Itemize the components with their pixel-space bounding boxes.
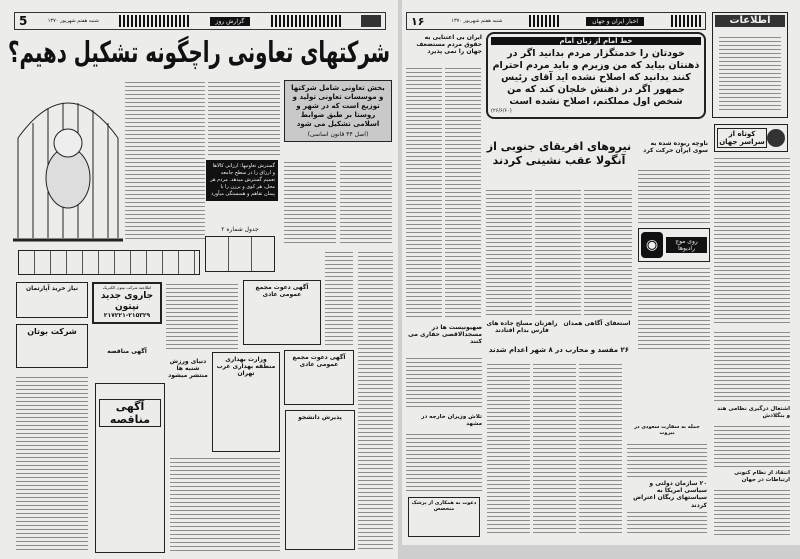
ad-title: نیاز خرید آپارتمان bbox=[25, 285, 79, 292]
date-line: شنبه هفتم شهریور ۱۳۷۰ bbox=[451, 18, 503, 24]
subheadline: انتقاد از نظام کنونی ارتباطات در جهان bbox=[734, 470, 790, 483]
data-table bbox=[205, 236, 275, 272]
ad-tender-large bbox=[95, 383, 165, 553]
right-newspaper-page bbox=[402, 0, 800, 545]
ad-tender bbox=[92, 346, 162, 357]
article-text bbox=[533, 362, 576, 535]
article-text bbox=[627, 510, 707, 536]
subheadline: ۲۰ سازمان دولتی و سیاسی امریکا به سیاستهای ریگان اعتراض کردند bbox=[633, 480, 707, 509]
imam-box-title: خط امام از زبان امام bbox=[491, 37, 701, 45]
article-text bbox=[714, 330, 790, 404]
ad-title: آگهی مناقصه bbox=[107, 348, 147, 355]
logo-icon bbox=[361, 15, 381, 27]
barcode-decoration bbox=[529, 15, 559, 27]
ad-title: جاروی جدید نپتون bbox=[100, 290, 154, 312]
article-text bbox=[584, 188, 632, 316]
notice-title: دعوت به همکاری از پزشک متخصص bbox=[411, 500, 477, 512]
barcode-decoration bbox=[119, 15, 189, 27]
data-table bbox=[18, 250, 200, 275]
article-text bbox=[166, 282, 238, 352]
subheadline: راهزنان مسلح جاده های فارس بدام افتادند bbox=[486, 320, 558, 335]
section-label: گزارش روز bbox=[210, 17, 251, 26]
article-text bbox=[340, 160, 392, 245]
article-text bbox=[486, 188, 532, 316]
ad-butan bbox=[16, 324, 88, 368]
executions-headline: ۲۶ مفسد و محارب در ۸ شهر اعدام شدند bbox=[488, 346, 630, 354]
radio-waves-icon: ◉ bbox=[641, 232, 663, 258]
page-header bbox=[14, 12, 386, 30]
ad-title: وزارت بهداری منطقه بهداری غرب تهران bbox=[216, 356, 276, 378]
imam-quote: خودتان را خدمتگزار مردم بدانید اگر در ذهنتان بیاید که من وزیرم و باید مردم احترام کنند بدانید که اصلاح نشده اید آقای رئیس جمهور اگر در ذهنش خلجان کند که من شخص اول مملکتم، اصلاح نشده است bbox=[492, 48, 700, 108]
imam-quote-box bbox=[486, 32, 706, 119]
article-text bbox=[16, 375, 88, 550]
masthead-box bbox=[712, 12, 788, 118]
subheadline: تلاش وزیران خارجه در مشهد bbox=[421, 414, 482, 427]
page-number: 5 bbox=[19, 14, 28, 28]
ad-sports: دنیای ورزش شنبه ها منتشر میشود bbox=[168, 358, 208, 380]
cartoon-birdcage-illustration bbox=[8, 78, 128, 248]
masthead-info bbox=[719, 35, 781, 110]
barcode-decoration bbox=[271, 15, 341, 27]
quote-source: (اصل ۴۴ قانون اساسی) bbox=[307, 131, 369, 138]
article-text bbox=[170, 456, 280, 551]
subheadline: حمله به سفارت سعودی در بیروت bbox=[634, 424, 700, 436]
article-text bbox=[638, 266, 710, 350]
article-text bbox=[714, 424, 790, 468]
article-text bbox=[406, 66, 442, 318]
subheadline: صهیونیست ها در مسجدالاقصی حفاری می کنند bbox=[408, 324, 482, 346]
subheadline: استعفای آگاهی همدان bbox=[563, 320, 631, 327]
left-newspaper-page bbox=[0, 0, 398, 559]
ad-title: آگهی دعوت مجمع عمومی عادی bbox=[292, 354, 346, 369]
main-headline: شرکتهای تعاونی راچگونه تشکیل دهیم؟ bbox=[7, 35, 390, 69]
ad-admission bbox=[285, 410, 355, 550]
page-number: ۱۶ bbox=[411, 14, 425, 28]
ad-ministry bbox=[212, 352, 280, 452]
section-label: اخبار ایران و جهان bbox=[586, 17, 644, 26]
page-header bbox=[406, 12, 706, 30]
radio-box-title: روی موج رادیوها bbox=[666, 237, 707, 253]
article-text bbox=[358, 250, 393, 550]
ad-title: آگهی دعوت مجمع عمومی عادی bbox=[255, 284, 309, 299]
subheadline: اشتغال درگیری نظامی هند و بنگلادش bbox=[717, 406, 790, 419]
article-text bbox=[406, 356, 482, 410]
ad-title: پذیرش دانشجو bbox=[298, 414, 342, 421]
article-text bbox=[125, 80, 205, 240]
ad-apartment bbox=[16, 282, 88, 318]
masthead-logo: اطلاعات bbox=[715, 15, 785, 27]
article-text bbox=[714, 156, 790, 324]
highlight-box: گسترش تعاونیها: ارزانی کالاها و ارزاق را در سطح جامعه تعمیم گسترش میدهد. مردم هر محل، هر کوی و برزن را با پیمان تقاهم و همبستگی میآورد bbox=[206, 160, 278, 201]
ad-phone: ۲۱۷۲۲۱-۲۱۵۳۲۹ bbox=[103, 312, 151, 320]
article-text bbox=[325, 250, 353, 345]
world-news-box bbox=[714, 124, 788, 152]
quote-text: بخش تعاونی شامل شرکتها و موسسات تعاونی تولید و توزیع است که در شهر و روستا بر طبق ضوابط اسلامی تشکیل می شود bbox=[291, 84, 385, 128]
ad-neptune bbox=[92, 282, 162, 324]
left-column-headline: ایران بی اعتنایی به حقوق مردم مستضعف جهان را نمی پذیرد bbox=[416, 34, 482, 56]
radio-box bbox=[638, 228, 710, 262]
article-text bbox=[627, 442, 707, 478]
article-text bbox=[208, 80, 280, 155]
side-headline: ناوچه ربوده شده به سوی ایران حرکت کرد bbox=[643, 140, 708, 155]
ad-assembly-2 bbox=[284, 350, 354, 405]
article-text bbox=[638, 168, 710, 224]
article-text bbox=[284, 160, 336, 245]
imam-quote-date: (۲۶/۶/۶۰) bbox=[491, 108, 512, 115]
article-text bbox=[445, 66, 481, 318]
ad-subtitle: اطلاعیه شرکت نپتون الکتریک bbox=[102, 285, 152, 290]
ad-assembly bbox=[243, 280, 321, 345]
world-news-title: کوتاه از سراسر جهان bbox=[717, 128, 767, 149]
ad-title: آگهی مناقصه bbox=[99, 399, 161, 427]
date-line: شنبه هفتم شهریور ۱۳۷۰ bbox=[47, 18, 99, 24]
quote-box bbox=[284, 80, 392, 142]
ad-title: شرکت بوتان bbox=[27, 327, 77, 336]
globe-icon bbox=[767, 129, 785, 147]
article-text bbox=[714, 488, 790, 536]
barcode-decoration bbox=[671, 15, 701, 27]
article-text bbox=[406, 432, 482, 492]
article-text bbox=[487, 362, 530, 535]
article-text bbox=[579, 362, 622, 535]
table-title: جدول شماره ۲ bbox=[221, 226, 259, 233]
doctor-notice-box bbox=[408, 497, 480, 537]
angola-headline: نیروهای افریقای جنوبی از آنگولا عقب نشینی کردند bbox=[486, 140, 632, 167]
article-text bbox=[535, 188, 581, 316]
